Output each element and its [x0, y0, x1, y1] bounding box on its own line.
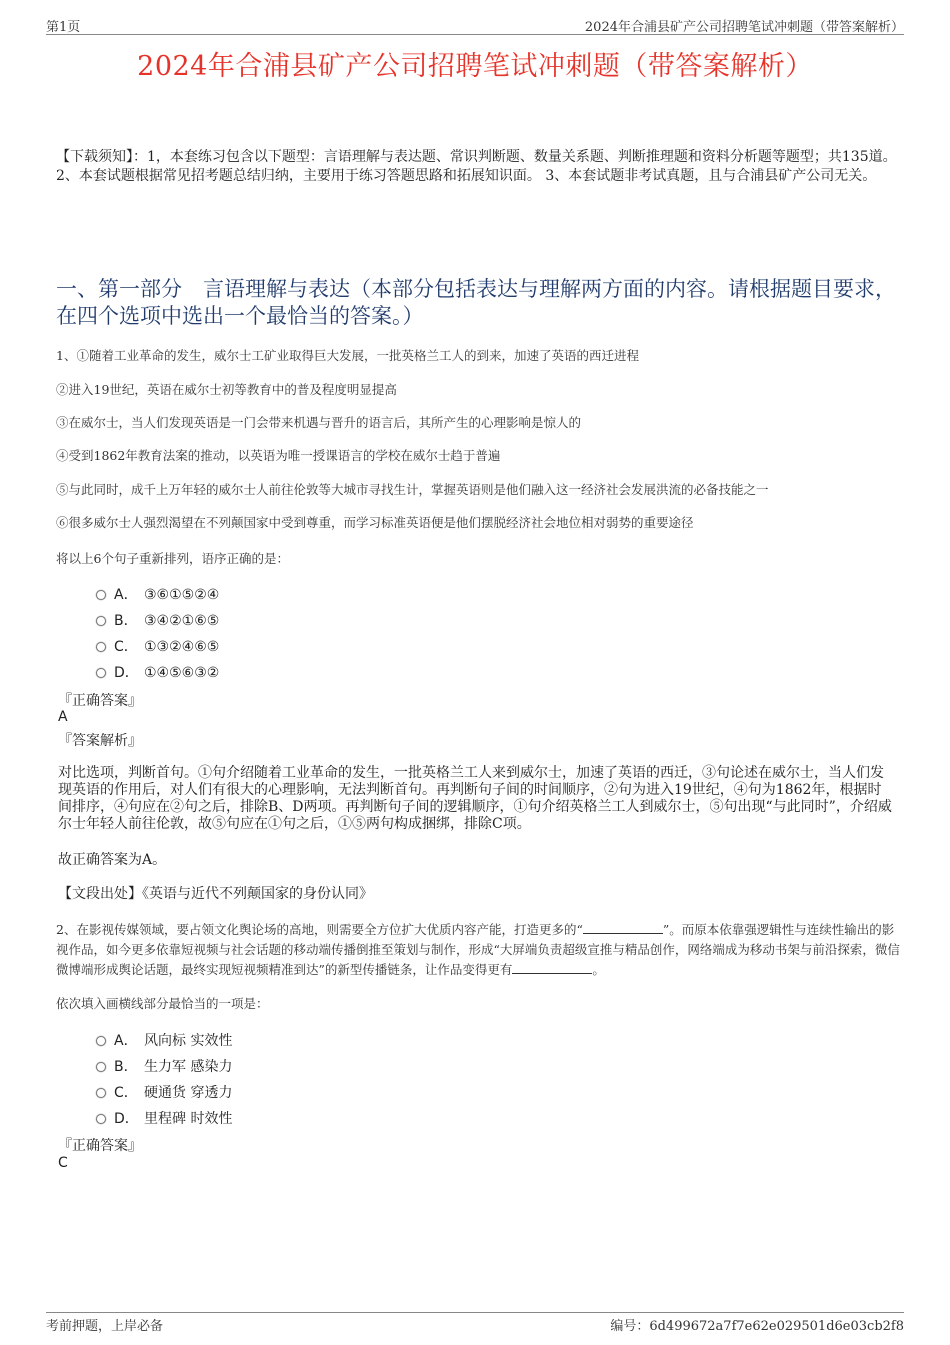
q1-answer-label: 『正确答案』 — [58, 693, 142, 709]
option-text: 硬通货 穿透力 — [144, 1085, 233, 1101]
option-text: 生力军 感染力 — [144, 1059, 233, 1075]
page-footer — [46, 1312, 904, 1333]
radio-icon[interactable] — [96, 616, 106, 626]
q1-sentence-4: ④受到1862年教育法案的推动，以英语为唯一授课语言的学校在威尔士趋于普遍 — [56, 448, 501, 463]
option-letter: A． — [114, 587, 138, 603]
q2-answer: C — [58, 1155, 68, 1171]
download-notice: 【下载须知】：1，本套练习包含以下题型：言语理解与表达题、常识判断题、数量关系题、判断推理题和资料分析题等题型；共135道。 2、本套试题根据常见招考题总结归纳，主要用于练习答题思路和拓展知识面。 3、本套试题非考试真题，且与合浦县矿产公司无关。 — [56, 149, 897, 184]
q1-sentence-2: ②进入19世纪，英语在威尔士初等教育中的普及程度明显提高 — [56, 382, 397, 397]
option-text: ①④⑤⑥③② — [144, 665, 220, 681]
option-letter: C． — [114, 1085, 138, 1101]
q1-option-a[interactable] — [96, 584, 219, 604]
option-letter: A． — [114, 1033, 138, 1049]
option-letter: C． — [114, 639, 138, 655]
q1-conclusion: 故正确答案为A。 — [58, 852, 167, 868]
q2-stem — [56, 920, 900, 980]
section-title: 一、第一部分 言语理解与表达（本部分包括表达与理解两方面的内容。请根据题目要求，在四个选项中选出一个最恰当的答案。） — [56, 277, 896, 328]
radio-icon[interactable] — [96, 1114, 106, 1124]
q1-option-b[interactable] — [96, 610, 219, 630]
option-text: 风向标 实效性 — [144, 1033, 233, 1049]
q2-answer-label: 『正确答案』 — [58, 1138, 142, 1154]
q1-prompt: 将以上6个句子重新排列，语序正确的是： — [56, 551, 289, 566]
fill-blank-2 — [512, 961, 592, 974]
radio-icon[interactable] — [96, 642, 106, 652]
q1-sentence-5: ⑤与此同时，成千上万年轻的威尔士人前往伦敦等大城市寻找生计，掌握英语则是他们融入这一经济社会发展洪流的必备技能之一 — [56, 482, 769, 497]
option-letter: D． — [114, 1111, 139, 1127]
option-text: ①③②④⑥⑤ — [144, 639, 220, 655]
option-letter: B． — [114, 1059, 138, 1075]
q1-source: 【文段出处】《英语与近代不列颠国家的身份认同》 — [58, 886, 373, 902]
page-header — [46, 14, 904, 35]
fill-blank-1 — [583, 921, 663, 934]
option-letter: D． — [114, 665, 139, 681]
option-text: ③④②①⑥⑤ — [144, 613, 220, 629]
header-doc-title: 2024年合浦县矿产公司招聘笔试冲刺题（带答案解析） — [584, 20, 904, 35]
q1-analysis-label: 『答案解析』 — [58, 733, 142, 749]
q1-sentence-6: ⑥很多威尔士人强烈渴望在不列颠国家中受到尊重，而学习标准英语便是他们摆脱经济社会地位相对弱势的重要途径 — [56, 515, 694, 530]
page-number: 第1页 — [46, 20, 81, 35]
q2-option-b[interactable] — [96, 1056, 232, 1076]
footer-slogan: 考前押题，上岸必备 — [46, 1319, 164, 1334]
q2-stem-part-2: ”。而原本依靠强逻辑性与连续性输出的影视作品，如今更多依靠短视频与社会话题的移动端传播倒推至策划与制作，形成“大屏端负责超级宣推与精品创作，网络端成为移动书架与前沿探索，微信微博端形成舆论话题，最终实现短视频精准到达”的新型传播链条，让作品变得更有 — [56, 922, 900, 977]
q1-sentence-3: ③在威尔士，当人们发现英语是一门会带来机遇与晋升的语言后，其所产生的心理影响是惊人的 — [56, 415, 582, 430]
radio-icon[interactable] — [96, 668, 106, 678]
document-title: 2024年合浦县矿产公司招聘笔试冲刺题（带答案解析） — [137, 51, 813, 82]
option-letter: B． — [114, 613, 138, 629]
option-text: 里程碑 时效性 — [144, 1111, 233, 1127]
q2-option-c[interactable] — [96, 1082, 232, 1102]
radio-icon[interactable] — [96, 1036, 106, 1046]
q2-option-d[interactable] — [96, 1108, 232, 1128]
q1-option-c[interactable] — [96, 636, 219, 656]
q1-sentence-1: 1、①随着工业革命的发生，威尔士工矿业取得巨大发展，一批英格兰工人的到来，加速了英语的西迁进程 — [56, 348, 639, 363]
q2-stem-part-3: 。 — [592, 962, 605, 977]
q1-analysis: 对比选项，判断首句。①句介绍随着工业革命的发生，一批英格兰工人来到威尔士，加速了英语的西迁，③句论述在威尔士，当人们发现英语的作用后，对人们有很大的心理影响，无法判断首句。再判断句子间的时间顺序，②句为进入19世纪，④句为1862年，根据时间排序，④句应在②句之后，排除B、D两项。再判断句子间的逻辑顺序，①句介绍英格兰工人到威尔士，⑤句出现“与此同时”，介绍威尔士年轻人前往伦敦，故⑤句应在①句之后，①⑤两句构成捆绑，排除C项。 — [58, 765, 892, 832]
q2-prompt: 依次填入画横线部分最恰当的一项是： — [56, 996, 269, 1011]
option-text: ③⑥①⑤②④ — [144, 587, 220, 603]
q2-stem-part-1: 2、在影视传媒领域，要占领文化舆论场的高地，则需要全方位扩大优质内容产能，打造更多的“ — [56, 922, 583, 937]
radio-icon[interactable] — [96, 1062, 106, 1072]
radio-icon[interactable] — [96, 1088, 106, 1098]
q2-option-a[interactable] — [96, 1030, 232, 1050]
radio-icon[interactable] — [96, 590, 106, 600]
q1-answer: A — [58, 709, 68, 725]
q1-option-d[interactable] — [96, 662, 219, 682]
footer-serial: 编号：6d499672a7f7e62e029501d6e03cb2f8 — [610, 1319, 904, 1334]
